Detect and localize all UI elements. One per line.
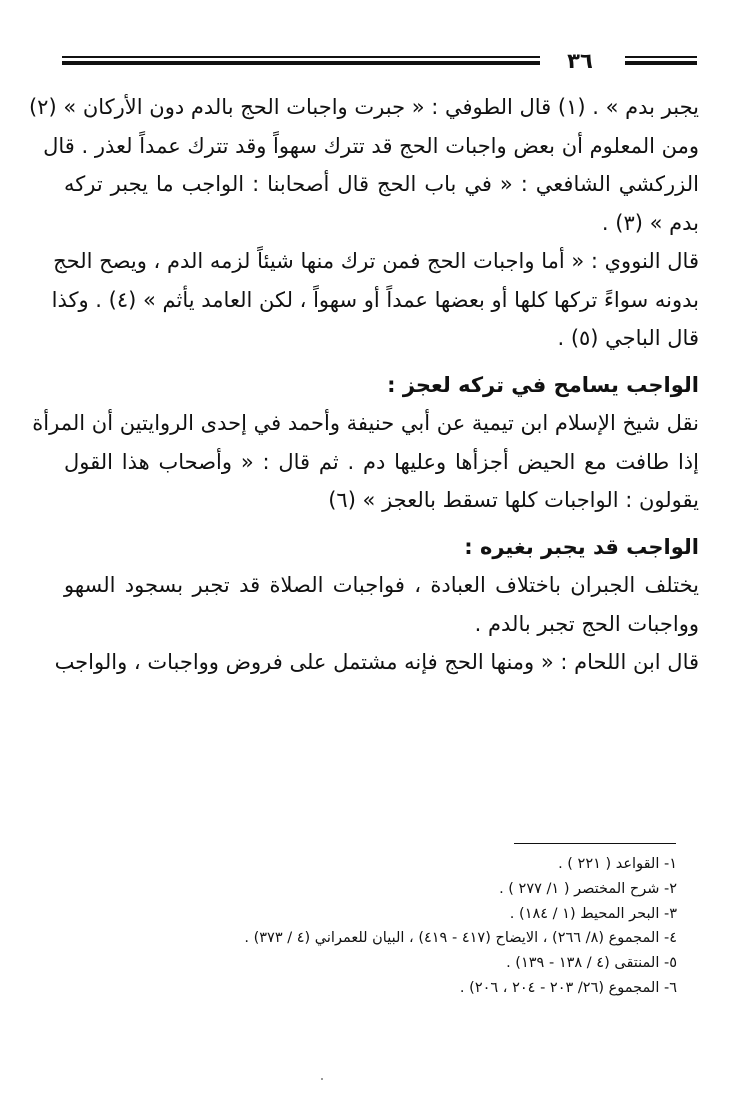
footnote: ١- القواعد ( ٢٢١ ) . bbox=[558, 856, 677, 872]
text-line: بدم » (٣) . bbox=[601, 210, 699, 235]
text-line: قال النووي : « أما واجبات الحج فمن ترك منها شيئاً لزمه الدم ، ويصح الحج bbox=[53, 249, 699, 273]
text-line: بدونه سواءً تركها كلها أو بعضها عمداً أو سهواً ، لكن العامد يأثم » (٤) . وكذا bbox=[51, 287, 699, 312]
text-line: الزركشي الشافعي : « في باب الحج قال أصحابنا : الواجب ما يجبر تركه bbox=[64, 172, 699, 196]
text-line: نقل شيخ الإسلام ابن تيمية عن أبي حنيفة وأحمد في إحدى الروايتين أن المرأة bbox=[32, 411, 699, 435]
text-line: قال الباجي (٥) . bbox=[557, 326, 699, 350]
header-rule-right bbox=[625, 56, 697, 65]
text-line: إذا طافت مع الحيض أجزأها وعليها دم . ثم قال : « وأصحاب هذا القول bbox=[64, 449, 699, 474]
page-number: ٣٦ bbox=[567, 49, 593, 73]
text-line: يقولون : الواجبات كلها تسقط بالعجز » (٦) bbox=[328, 488, 699, 512]
section-heading-compensation: الواجب قد يجبر بغيره : bbox=[464, 534, 699, 559]
footnote: ٣- البحر المحيط (١ / ١٨٤) . bbox=[509, 905, 677, 922]
section-heading-inability: الواجب يسامح في تركه لعجز : bbox=[387, 372, 699, 397]
header-rule-left bbox=[62, 56, 540, 65]
main-text bbox=[28, 88, 699, 682]
text-line: يختلف الجبران باختلاف العبادة ، فواجبات الصلاة قد تجبر بسجود السهو bbox=[64, 573, 699, 597]
text-line: ومن المعلوم أن بعض واجبات الحج قد تترك سهواً وقد تترك عمداً لعذر . قال bbox=[43, 133, 699, 158]
scan-dot bbox=[321, 1078, 323, 1080]
text-line: يجبر بدم » . (١) قال الطوفي : « جبرت واجبات الحج بالدم دون الأركان » (٢) bbox=[28, 95, 699, 119]
footnote: ٦- المجموع (٢٦/ ٢٠٣ - ٢٠٤ ، ٢٠٦) . bbox=[459, 979, 677, 996]
page-header bbox=[62, 46, 697, 76]
footnote: ٥- المنتقى (٤ / ١٣٨ - ١٣٩) . bbox=[506, 955, 677, 972]
text-line: قال ابن اللحام : « ومنها الحج فإنه مشتمل على فروض وواجبات ، والواجب bbox=[54, 650, 699, 674]
footnote: ٢- شرح المختصر ( ١/ ٢٧٧ ) . bbox=[499, 880, 677, 897]
text-line: وواجبات الحج تجبر بالدم . bbox=[474, 611, 699, 636]
footnotes bbox=[150, 852, 677, 1001]
footnote: ٤- المجموع (٨/ ٢٦٦) ، الايضاح (٤١٧ - ٤١٩) ، البيان للعمراني (٤ / ٣٧٣) . bbox=[244, 930, 677, 947]
footnote-separator bbox=[514, 843, 676, 844]
